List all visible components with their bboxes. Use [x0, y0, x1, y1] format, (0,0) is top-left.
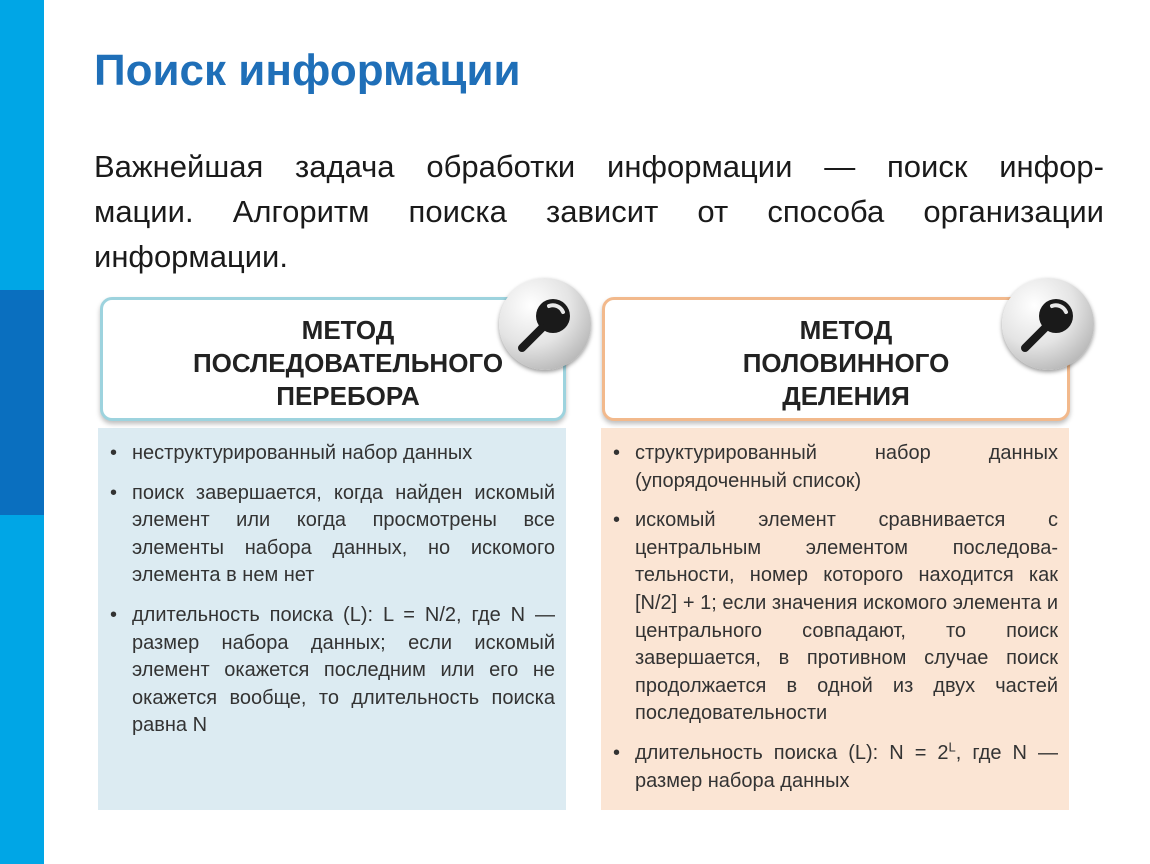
list-item	[613, 740, 1058, 795]
list-item-text: , где N — размер набора данных	[635, 741, 1058, 792]
list-item: • длительность поиска (L): L = N/2, где N — размер набора данных; если искомый элемент окажется последним или его не окажется вообще, то длительность поиска равна N	[110, 602, 555, 740]
list-item: • структурированный набор данных (упорядоченный список)	[613, 440, 1058, 495]
heading-line: МЕТОД	[301, 315, 395, 345]
sequential-search-heading-box	[100, 297, 566, 421]
heading-line: ПОЛОВИННОГО	[742, 348, 950, 378]
list-item: • неструктурированный набор данных	[110, 440, 555, 468]
heading-line: МЕТОД	[799, 315, 893, 345]
list-item: • искомый элемент сравнивается с центральным элементом последова-тельности, номер которого находится как [N/2] + 1; если значения искомого элемента и центрального совпадают, то поиск завершается, в противном случае поиск продолжается в одной из двух частей последовательности	[613, 507, 1058, 728]
heading-line: ПОСЛЕДОВАТЕЛЬНОГО	[192, 348, 504, 378]
superscript-l: L	[948, 739, 956, 755]
heading-line: ПЕРЕБОРА	[276, 381, 420, 411]
intro-paragraph	[94, 144, 1104, 279]
heading-line: ДЕЛЕНИЯ	[782, 381, 910, 411]
sidebar-stripe-bottom	[0, 515, 44, 864]
list-item-text: длительность поиска (L): N = 2	[635, 741, 949, 764]
magnifier-icon	[499, 278, 591, 370]
list-item: • поиск завершается, когда найден искомый элемент или когда просмотрены все элементы набора данных, но искомого элемента в нем нет	[110, 480, 555, 590]
sidebar-stripe-middle	[0, 290, 44, 515]
magnifier-icon	[1002, 278, 1094, 370]
sequential-search-list	[110, 440, 555, 752]
intro-line-2: мации. Алгоритм поиска зависит от способа организации	[94, 194, 1104, 229]
binary-search-list	[613, 440, 1058, 807]
binary-search-heading-box	[602, 297, 1070, 421]
intro-line-3: информации.	[94, 239, 288, 274]
sidebar-stripe-top	[0, 0, 44, 290]
intro-line-1: Важнейшая задача обработки информации — поиск инфор-	[94, 149, 1104, 184]
page-title: Поиск информации	[94, 46, 521, 95]
binary-search-heading	[625, 314, 1067, 413]
